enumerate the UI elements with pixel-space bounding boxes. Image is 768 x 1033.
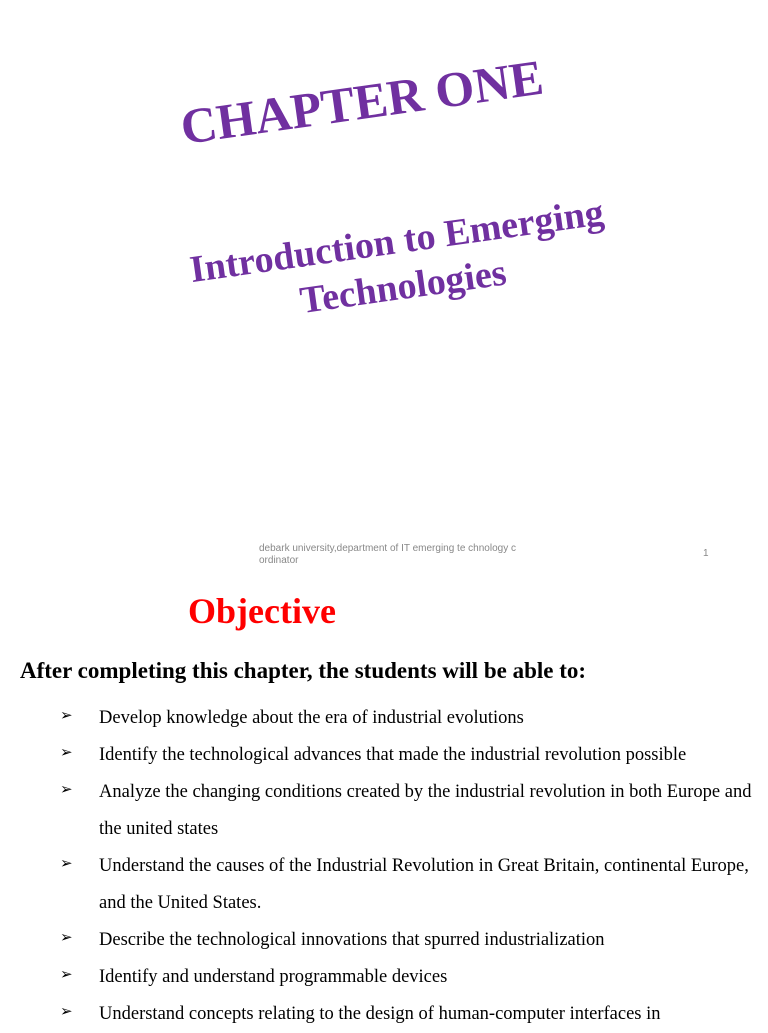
chapter-title: CHAPTER ONE bbox=[177, 48, 547, 156]
bullet-text: Describe the technological innovations that spurred industrialization bbox=[99, 930, 605, 950]
list-item bbox=[0, 848, 768, 922]
list-item bbox=[0, 774, 768, 848]
objective-slide bbox=[0, 580, 768, 1024]
bullet-text: Analyze the changing conditions created by the industrial revolution in both Europe and the united states bbox=[99, 782, 752, 839]
bullet-text: Identify the technological advances that made the industrial revolution possible bbox=[99, 745, 687, 765]
arrow-bullet-icon: ➢ bbox=[60, 856, 73, 872]
chapter-subtitle: Introduction to Emerging Technologies bbox=[187, 191, 607, 323]
arrow-bullet-icon: ➢ bbox=[60, 745, 73, 761]
list-item bbox=[0, 959, 768, 996]
objective-heading: Objective bbox=[188, 591, 336, 631]
page-number: 1 bbox=[703, 548, 709, 559]
bullet-text: Develop knowledge about the era of industrial evolutions bbox=[99, 708, 524, 728]
list-item bbox=[0, 996, 768, 1033]
slide-footer: debark university,department of IT emerging te chnology cordinator bbox=[259, 543, 516, 566]
list-item bbox=[0, 700, 768, 737]
arrow-bullet-icon: ➢ bbox=[60, 708, 73, 724]
bullet-text: Understand concepts relating to the design of human-computer interfaces in bbox=[99, 1004, 661, 1024]
arrow-bullet-icon: ➢ bbox=[60, 930, 73, 946]
list-item bbox=[0, 922, 768, 959]
bullet-text: Understand the causes of the Industrial Revolution in Great Britain, continental Europe, and the United States. bbox=[99, 856, 749, 913]
bullet-text: Identify and understand programmable devices bbox=[99, 967, 448, 987]
arrow-bullet-icon: ➢ bbox=[60, 967, 73, 983]
objective-lead: After completing this chapter, the students will be able to: bbox=[20, 658, 587, 683]
arrow-bullet-icon: ➢ bbox=[60, 782, 73, 798]
arrow-bullet-icon: ➢ bbox=[60, 1004, 73, 1020]
list-item bbox=[0, 737, 768, 774]
objective-list bbox=[0, 700, 768, 1033]
